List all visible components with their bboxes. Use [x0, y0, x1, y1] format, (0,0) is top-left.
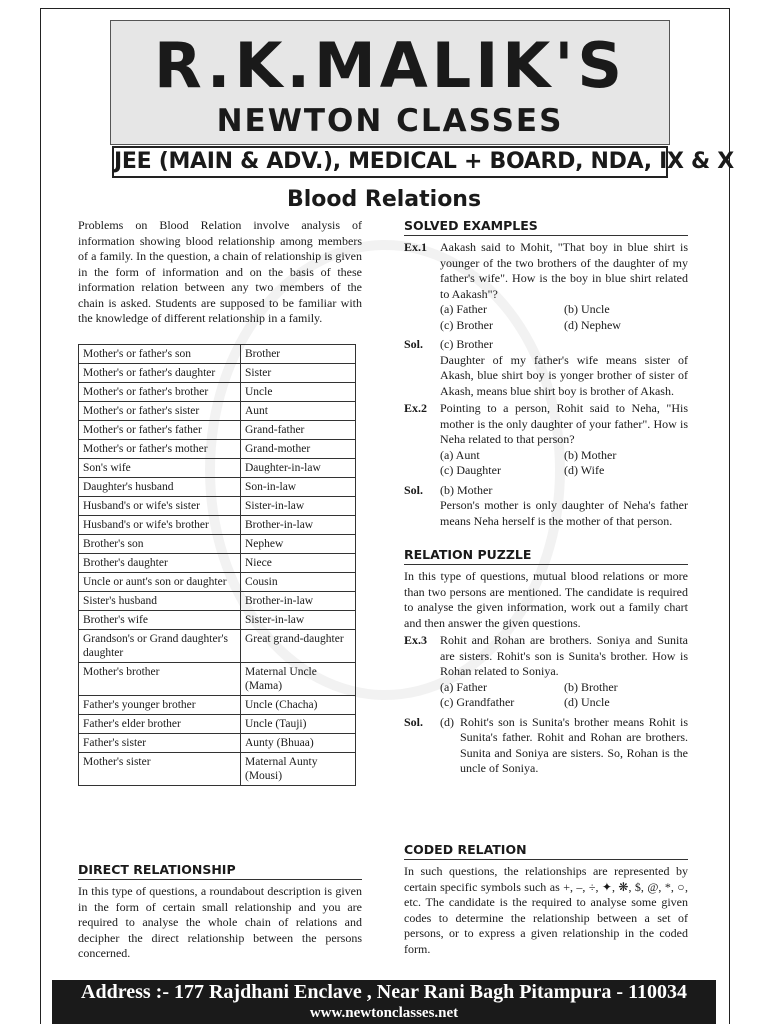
direct-relationship-text: In this type of questions, a roundabout description is given in the form of certain small relationship and you are required to analyse the whole chain of relations and decipher the direct relationship between the persons concerned. [78, 884, 362, 960]
table-row [79, 402, 356, 421]
relation-description-cell: Brother's son [79, 535, 241, 554]
solution-3 [404, 715, 688, 777]
relation-description-cell: Husband's or wife's brother [79, 516, 241, 535]
table-row [79, 516, 356, 535]
example-3-options [440, 680, 688, 711]
relation-description-cell: Mother's or father's brother [79, 383, 241, 402]
table-row [79, 364, 356, 383]
relation-name-cell: Brother-in-law [241, 516, 356, 535]
table-row [79, 383, 356, 402]
relation-name-cell: Daughter-in-law [241, 459, 356, 478]
option: (b) Brother [564, 679, 618, 694]
example-2-options [440, 448, 688, 479]
relation-name-cell: Grand-mother [241, 440, 356, 459]
table-row [79, 592, 356, 611]
relation-name-cell: Aunt [241, 402, 356, 421]
table-row [79, 554, 356, 573]
relation-description-cell: Mother's or father's son [79, 345, 241, 364]
relation-description-cell: Father's elder brother [79, 715, 241, 734]
relation-name-cell: Uncle (Tauji) [241, 715, 356, 734]
relation-description-cell: Brother's wife [79, 611, 241, 630]
solution-answer: (d) [440, 714, 454, 729]
relation-description-cell: Mother's or father's sister [79, 402, 241, 421]
relation-name-cell: Sister-in-law [241, 497, 356, 516]
brand-title: R.K.MALIK'S [154, 29, 626, 102]
table-row [79, 345, 356, 364]
option: (c) Brother [440, 317, 493, 332]
option: (a) Father [440, 302, 487, 316]
solution-text: Rohit's son is Sunita's brother means Rohit is Sunita's father. Rohit and Rohan are brothers. Sunita and Soniya are sisters. So, Rohan is the uncle of Soniya. [460, 714, 688, 775]
relation-name-cell: Brother [241, 345, 356, 364]
solution-answer: (b) Mother [440, 482, 493, 497]
direct-relationship-section [78, 862, 362, 962]
coded-relation-text: In such questions, the relationships are represented by certain specific symbols such as +, –, ÷, ✦, ❋, $, @, *, ○, etc. The candidate is the required to analyse some given codes to determine the relationship between a set of persons, or to express a given relationship in the coded form. [404, 864, 688, 956]
courses-banner: JEE (MAIN & ADV.), MEDICAL + BOARD, NDA, IX & X [112, 146, 668, 178]
solution-1 [404, 337, 688, 353]
relation-description-cell: Mother's or father's father [79, 421, 241, 440]
example-1-options [440, 302, 688, 333]
intro-paragraph: Problems on Blood Relation involve analysis of information showing blood relationship among members of a family. In the question, a chain of relationship is given in the form of information and on the basis of these information relation between any two members of the chain is asked. Students are supposed to be familiar with the knowledge of different relationship in a family. [78, 218, 362, 325]
right-column [404, 218, 688, 777]
option: (d) Wife [564, 463, 605, 477]
relation-name-cell: Uncle [241, 383, 356, 402]
relation-name-cell: Aunty (Bhuaa) [241, 734, 356, 753]
footer-bar [52, 980, 716, 1024]
relation-name-cell: Son-in-law [241, 478, 356, 497]
coded-relation-heading: CODED RELATION [404, 842, 688, 860]
relation-name-cell: Brother-in-law [241, 592, 356, 611]
relation-name-cell: Great grand-daughter [241, 630, 356, 663]
relation-puzzle-heading: RELATION PUZZLE [404, 547, 688, 565]
option: (c) Daughter [440, 463, 501, 477]
relation-name-cell: Sister [241, 364, 356, 383]
table-row [79, 630, 356, 663]
table-row [79, 573, 356, 592]
solution-text: Person's mother is only daughter of Neha's father means Neha herself is the mother of that person. [440, 498, 688, 528]
relation-description-cell: Brother's daughter [79, 554, 241, 573]
relation-description-cell: Daughter's husband [79, 478, 241, 497]
example-label: Ex.2 [404, 401, 428, 415]
table-row [79, 478, 356, 497]
relation-puzzle-intro: In this type of questions, mutual blood relations or more than two persons are mentioned. The candidate is required to analyse the given information, work out a family chart and then answer the given questions. [404, 569, 688, 630]
example-1 [404, 240, 688, 302]
solution-body [440, 715, 688, 777]
option: (b) Uncle [564, 302, 610, 316]
relation-description-cell: Husband's or wife's sister [79, 497, 241, 516]
relation-description-cell: Mother's or father's mother [79, 440, 241, 459]
relation-description-cell: Son's wife [79, 459, 241, 478]
relation-name-cell: Niece [241, 554, 356, 573]
table-row [79, 715, 356, 734]
option: (d) Nephew [564, 317, 621, 332]
relation-description-cell: Sister's husband [79, 592, 241, 611]
solution-label: Sol. [404, 482, 424, 497]
relation-description-cell: Father's sister [79, 734, 241, 753]
relation-description-cell: Mother's or father's daughter [79, 364, 241, 383]
table-row [79, 696, 356, 715]
solution-2 [404, 483, 688, 499]
example-question: Rohit and Rohan are brothers. Soniya and Sunita are sisters. Rohit's son is Sunita's brother. How is Rohan related to Soniya. [440, 633, 688, 678]
relation-description-cell: Mother's sister [79, 753, 241, 786]
table-row [79, 440, 356, 459]
intro-section [78, 218, 362, 327]
table-row [79, 753, 356, 786]
relation-name-cell: Grand-father [241, 421, 356, 440]
example-2 [404, 401, 688, 448]
example-question: Pointing to a person, Rohit said to Neha, "His mother is the only daughter of your father". How is Neha related to that person? [440, 401, 688, 446]
direct-relationship-heading: DIRECT RELATIONSHIP [78, 862, 362, 880]
option: (a) Aunt [440, 447, 480, 462]
relations-table [78, 344, 356, 786]
example-question: Aakash said to Mohit, "That boy in blue shirt is younger of the two brothers of the daughter of my father's wife". How is the boy in blue shirt related to Aakash"? [440, 240, 688, 301]
header-banner [110, 20, 670, 145]
table-row [79, 459, 356, 478]
table-row [79, 611, 356, 630]
table-row [79, 497, 356, 516]
relation-name-cell: Cousin [241, 573, 356, 592]
brand-subtitle: NEWTON CLASSES [216, 103, 564, 139]
example-3 [404, 633, 688, 680]
relation-name-cell: Nephew [241, 535, 356, 554]
relation-name-cell: Sister-in-law [241, 611, 356, 630]
solution-label: Sol. [404, 337, 424, 351]
option: (b) Mother [564, 447, 617, 462]
table-row [79, 421, 356, 440]
solution-label: Sol. [404, 714, 424, 729]
example-label: Ex.3 [404, 633, 428, 647]
solution-answer: (c) Brother [440, 337, 493, 351]
relation-name-cell: Uncle (Chacha) [241, 696, 356, 715]
option: (d) Uncle [564, 695, 610, 709]
table-row [79, 663, 356, 696]
footer-website[interactable]: www.newtonclasses.net [309, 1005, 459, 1021]
relation-name-cell: Maternal Aunty (Mousi) [241, 753, 356, 786]
table-row [79, 535, 356, 554]
relation-description-cell: Grandson's or Grand daughter's daughter [79, 630, 241, 663]
footer-address: Address :- 177 Rajdhani Enclave , Near Rani Bagh Pitampura - 110034 [81, 981, 687, 1003]
example-label: Ex.1 [404, 240, 428, 254]
option: (a) Father [440, 679, 487, 694]
solution-text: Daughter of my father's wife means sister of Akash, blue shirt boy is yonger brother of sister of Akash, means blue shirt boy is brother of Akash. [440, 352, 688, 398]
coded-relation-section [404, 842, 688, 957]
table-row [79, 734, 356, 753]
relation-description-cell: Uncle or aunt's son or daughter [79, 573, 241, 592]
page-title: Blood Relations [286, 187, 482, 212]
option: (c) Grandfather [440, 695, 515, 709]
relation-description-cell: Father's younger brother [79, 696, 241, 715]
relation-description-cell: Mother's brother [79, 663, 241, 696]
relation-name-cell: Maternal Uncle (Mama) [241, 663, 356, 696]
solved-examples-heading: SOLVED EXAMPLES [404, 218, 688, 236]
